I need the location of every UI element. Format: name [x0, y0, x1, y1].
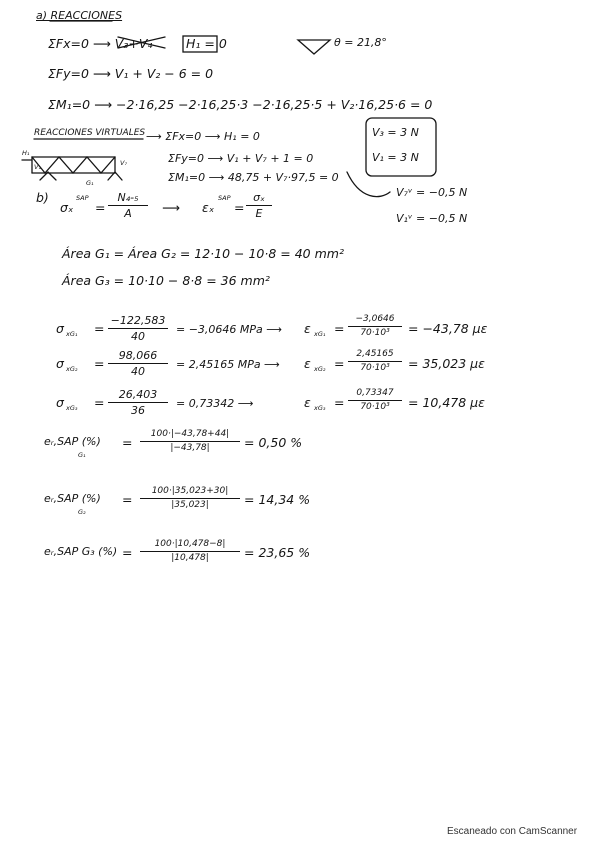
arrow-symbol: ⟶	[162, 200, 180, 215]
strain-subscript: xG₁	[314, 330, 326, 338]
virtual-eq-fx: ⟶ ΣFx=0 ⟶ H₁ = 0	[146, 130, 260, 143]
sigma-fraction	[108, 192, 148, 219]
box-v1-result: V₁ = 3 N	[372, 151, 419, 164]
error-fraction	[140, 540, 240, 563]
virtual-v1-result: V₁ᵛ = −0,5 N	[396, 212, 468, 225]
strain-fraction-numerator: −3,0646	[355, 314, 395, 324]
fraction-bar	[108, 205, 148, 206]
stress-fraction-denominator: 40	[131, 330, 145, 343]
fraction-bar-2	[246, 205, 272, 206]
stress-fraction	[108, 350, 168, 377]
stress-fraction-bar	[108, 402, 168, 403]
strain-subscript: xG₃	[314, 404, 326, 412]
stress-fraction	[108, 315, 168, 342]
truss-label-v1: V₁	[34, 163, 42, 171]
eq-sum-m: ΣM₁=0 ⟶ −2·16,25 −2·16,25·3 −2·16,25·5 + V₂·16,25·6 = 0	[48, 97, 433, 112]
truss-label-h1: H₁	[22, 149, 30, 157]
strain-epsilon-symbol: ε	[304, 321, 311, 336]
error-fraction-denominator: |10,478|	[171, 553, 209, 563]
error-fraction-numerator: 100·|10,478−8|	[154, 539, 226, 549]
error-equals: =	[122, 435, 133, 450]
error-fraction-bar	[140, 441, 240, 442]
angle-triangle-icon	[298, 40, 330, 54]
stress-fraction	[108, 389, 168, 416]
strain-fraction	[348, 389, 402, 412]
error-result: = 0,50 %	[244, 435, 303, 450]
area-line-1: Área G₁ = Área G₂ = 12·10 − 10·8 = 40 mm²	[62, 246, 344, 261]
sigma-numerator: N₄-₅	[117, 191, 139, 204]
epsilon-x-symbol: εₓ	[202, 200, 215, 215]
sigma-x-symbol: σₓ	[60, 200, 74, 215]
strain-equals: =	[334, 356, 345, 371]
strain-fraction-denominator: 70·10³	[360, 402, 390, 412]
stress-mpa-value: = 0,73342 ⟶	[176, 397, 254, 410]
virtual-v7-result: V₇ᵛ = −0,5 N	[396, 186, 468, 199]
eq-sum-fy: ΣFy=0 ⟶ V₁ + V₂ − 6 = 0	[48, 66, 214, 81]
strain-equals: =	[334, 395, 345, 410]
equals-sign-2: =	[234, 200, 245, 215]
strain-fraction-bar	[348, 400, 402, 401]
strain-fraction-denominator: 70·10³	[360, 328, 390, 338]
strain-fraction-numerator: 2,45165	[356, 349, 394, 359]
stress-equals: =	[94, 395, 105, 410]
section-b-label: b)	[36, 190, 49, 205]
strain-result: = 10,478 με	[408, 395, 485, 410]
stress-fraction-numerator: −122,583	[110, 314, 166, 327]
error-result: = 14,34 %	[244, 492, 311, 507]
stress-mpa-value: = 2,45165 MPa ⟶	[176, 358, 280, 371]
truss-label-g1: G₁	[86, 179, 94, 187]
error-fraction-bar	[140, 498, 240, 499]
error-fraction-numerator: 100·|−43,78+44|	[150, 429, 230, 439]
stress-fraction-numerator: 26,403	[118, 388, 158, 401]
truss-label-v7: V₇	[120, 159, 128, 167]
error-equals: =	[122, 492, 133, 507]
stress-sigma-symbol: σ	[56, 321, 64, 336]
stress-fraction-bar	[108, 328, 168, 329]
error-fraction	[140, 487, 240, 510]
stress-subscript: xG₁	[66, 330, 78, 338]
section-a-heading: a) REACCIONES	[36, 9, 123, 22]
error-fraction-bar	[140, 551, 240, 552]
strain-subscript: xG₂	[314, 365, 326, 373]
equals-sign: =	[95, 200, 106, 215]
stress-equals: =	[94, 356, 105, 371]
error-subscript: G₂	[78, 508, 86, 516]
epsilon-denominator: E	[255, 207, 263, 220]
stress-fraction-denominator: 36	[131, 404, 145, 417]
stress-equals: =	[94, 321, 105, 336]
error-fraction-denominator: |35,023|	[171, 500, 209, 510]
strain-fraction	[348, 350, 402, 373]
angle-note: θ = 21,8°	[334, 36, 387, 49]
stress-mpa-value: = −3,0646 MPa ⟶	[176, 323, 283, 336]
error-lhs: eᵣ,SAP (%)	[44, 435, 101, 448]
epsilon-fraction	[246, 192, 272, 219]
strain-epsilon-symbol: ε	[304, 395, 311, 410]
stress-subscript: xG₃	[66, 404, 78, 412]
sap-superscript-2: SAP	[218, 194, 231, 202]
scanner-watermark: Escaneado con CamScanner	[447, 826, 578, 837]
stress-sigma-symbol: σ	[56, 356, 64, 371]
strain-fraction-numerator: 0,73347	[356, 388, 394, 398]
stress-fraction-numerator: 98,066	[118, 349, 158, 362]
stress-sigma-symbol: σ	[56, 395, 64, 410]
strain-result: = −43,78 με	[408, 321, 488, 336]
box-v3-result: V₃ = 3 N	[372, 126, 419, 139]
virtual-eq-fy: ΣFy=0 ⟶ V₁ + V₇ + 1 = 0	[168, 152, 314, 165]
strain-result: = 35,023 με	[408, 356, 485, 371]
stress-subscript: xG₂	[66, 365, 78, 373]
error-fraction-denominator: |−43,78|	[170, 443, 210, 453]
sap-superscript: SAP	[76, 194, 89, 202]
virtual-eq-m: ΣM₁=0 ⟶ 48,75 + V₇·97,5 = 0	[168, 171, 339, 184]
error-fraction-numerator: 100·|35,023+30|	[151, 486, 229, 496]
strain-fraction-denominator: 70·10³	[360, 363, 390, 373]
eq-h1-result: H₁ = 0	[186, 36, 227, 51]
sigma-denominator: A	[124, 207, 132, 220]
stress-fraction-denominator: 40	[131, 365, 145, 378]
strain-epsilon-symbol: ε	[304, 356, 311, 371]
strain-equals: =	[334, 321, 345, 336]
error-fraction	[140, 430, 240, 453]
strain-fraction	[348, 315, 402, 338]
virtual-reactions-heading: REACCIONES VIRTUALES	[34, 128, 146, 138]
error-equals: =	[122, 545, 133, 560]
stress-fraction-bar	[108, 363, 168, 364]
area-line-2: Área G₃ = 10·10 − 8·8 = 36 mm²	[62, 273, 270, 288]
strain-fraction-bar	[348, 326, 402, 327]
eq-sum-fx: ΣFx=0 ⟶ V₃+V₄	[48, 36, 153, 51]
error-result: = 23,65 %	[244, 545, 311, 560]
error-lhs: eᵣ,SAP G₃ (%)	[44, 545, 118, 558]
error-subscript: G₁	[78, 451, 86, 459]
epsilon-numerator: σₓ	[253, 191, 265, 204]
error-lhs: eᵣ,SAP (%)	[44, 492, 101, 505]
strain-fraction-bar	[348, 361, 402, 362]
